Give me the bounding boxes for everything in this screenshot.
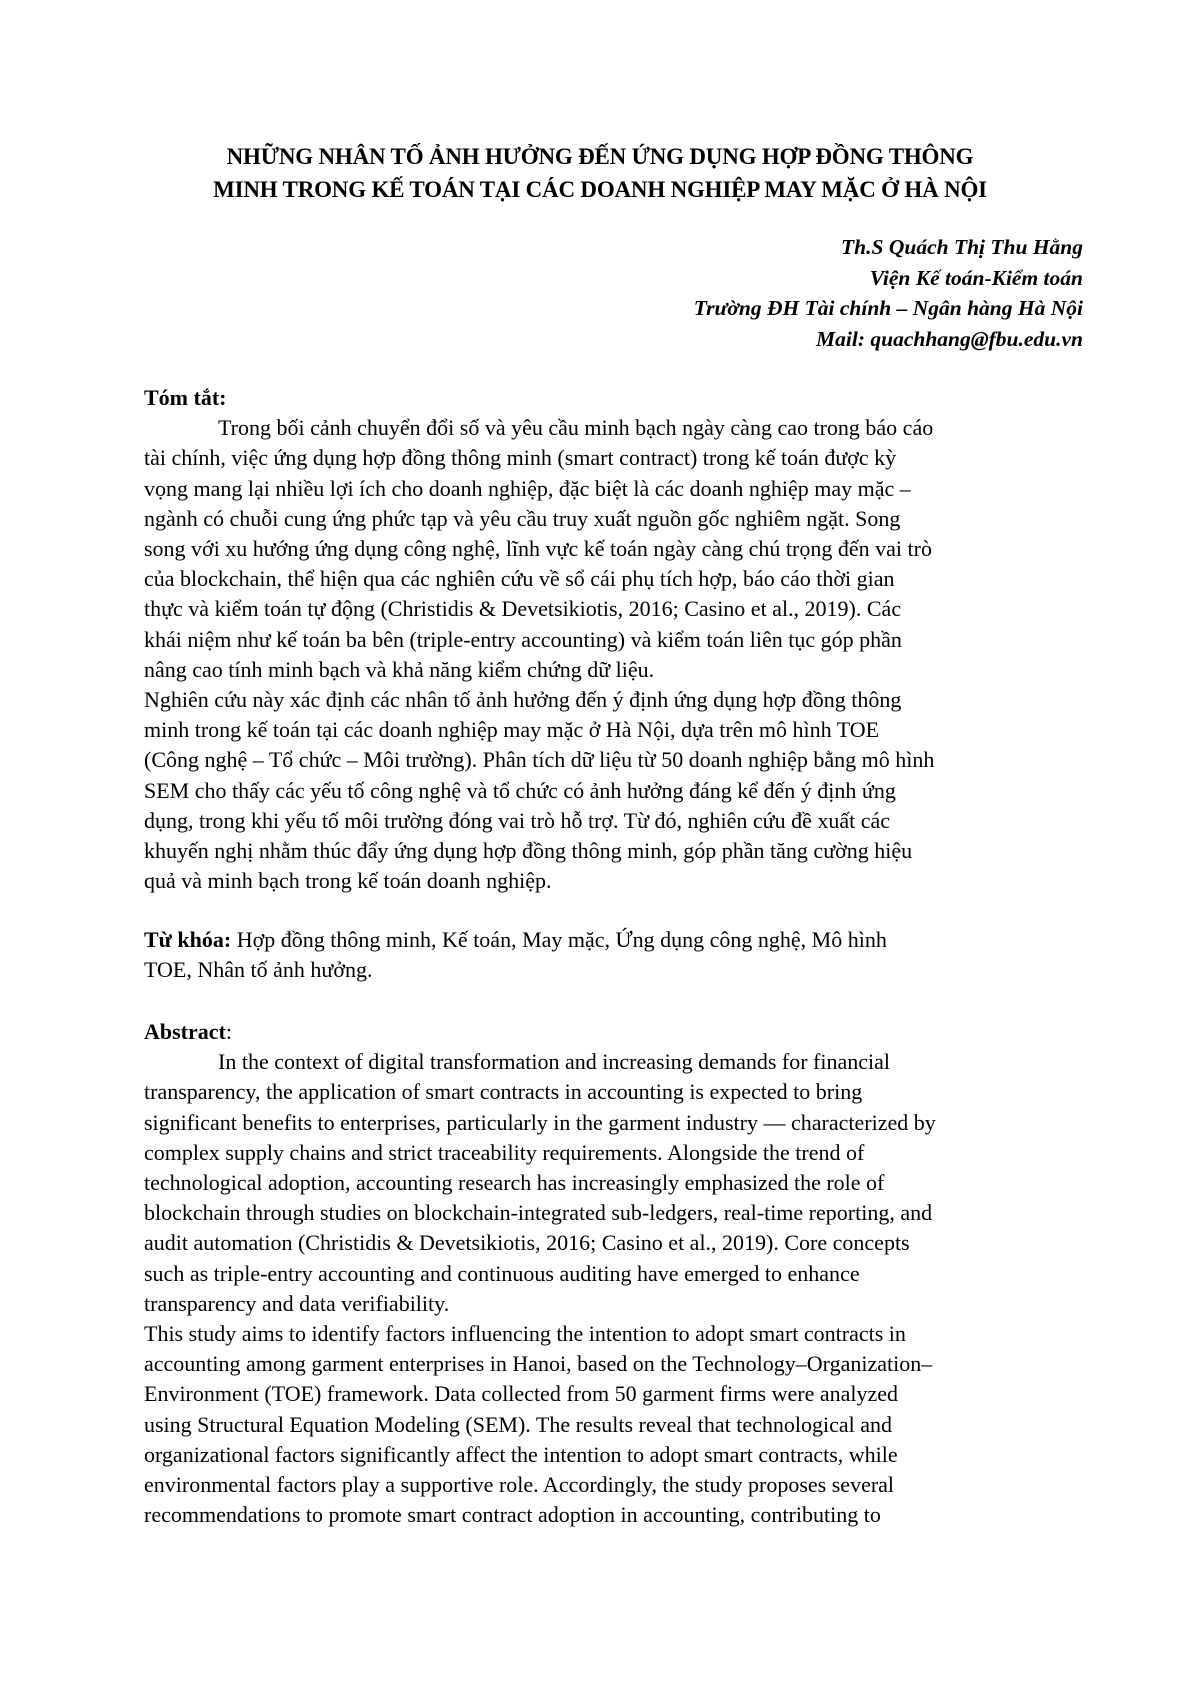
- paragraph-line: khái niệm như kế toán ba bên (triple-entry accounting) và kiểm toán liên tục góp phần: [144, 626, 902, 652]
- title-line: NHỮNG NHÂN TỐ ẢNH HƯỞNG ĐẾN ỨNG DỤNG HỢP ĐỒNG THÔNG: [226, 144, 974, 169]
- abstract-paragraph-2: [144, 1319, 1084, 1530]
- author-university: Trường ĐH Tài chính – Ngân hàng Hà Nội: [693, 296, 1083, 320]
- paragraph-line: tài chính, việc ứng dụng hợp đồng thông minh (smart contract) trong kế toán được kỳ: [144, 445, 897, 471]
- paragraph-line: song với xu hướng ứng dụng công nghệ, lĩnh vực kế toán ngày càng chú trọng đến vai trò: [144, 536, 932, 562]
- keywords-line: TOE, Nhân tố ảnh hưởng.: [144, 957, 373, 983]
- abstract-heading-line: [144, 1017, 1084, 1047]
- abstract-heading-colon: :: [225, 1019, 232, 1044]
- summary-paragraph-1: [144, 413, 1084, 685]
- title-line: MINH TRONG KẾ TOÁN TẠI CÁC DOANH NGHIỆP MAY MẶC Ở HÀ NỘI: [213, 177, 987, 202]
- paragraph-line: khuyến nghị nhằm thúc đẩy ứng dụng hợp đồng thông minh, góp phần tăng cường hiệu: [144, 838, 913, 864]
- author-info: [694, 232, 1083, 354]
- paragraph-line: blockchain through studies on blockchain-integrated sub-ledgers, real-time reporting, and: [144, 1200, 933, 1226]
- abstract-paragraph-1: [144, 1047, 1084, 1319]
- paragraph-line: recommendations to promote smart contract adoption in accounting, contributing to: [144, 1502, 881, 1528]
- abstract-en: [144, 1017, 1084, 1530]
- paragraph-line: accounting among garment enterprises in Hanoi, based on the Technology–Organization–: [144, 1351, 933, 1377]
- paragraph-line: Nghiên cứu này xác định các nhân tố ảnh hưởng đến ý định ứng dụng hợp đồng thông: [144, 687, 902, 713]
- paragraph-line: such as triple-entry accounting and continuous auditing have emerged to enhance: [144, 1260, 860, 1286]
- paragraph-line: vọng mang lại nhiều lợi ích cho doanh nghiệp, đặc biệt là các doanh nghiệp may mặc –: [144, 475, 911, 501]
- paragraph-line: complex supply chains and strict traceability requirements. Alongside the trend of: [144, 1139, 865, 1165]
- keywords-line: [144, 925, 1084, 955]
- paper-title: [120, 140, 1080, 206]
- summary-heading: Tóm tắt:: [144, 385, 227, 410]
- paragraph-line: thực và kiểm toán tự động (Christidis & Devetsikiotis, 2016; Casino et al., 2019). Các: [144, 596, 902, 622]
- paragraph-line: using Structural Equation Modeling (SEM). The results reveal that technological and: [144, 1411, 893, 1437]
- summary-paragraph-2: [144, 685, 1084, 896]
- paragraph-line: SEM cho thấy các yếu tố công nghệ và tổ chức có ảnh hưởng đáng kể đến ý định ứng: [144, 777, 896, 803]
- paragraph-line: technological adoption, accounting research has increasingly emphasized the role of: [144, 1170, 885, 1196]
- paragraph-line: In the context of digital transformation and increasing demands for financial: [218, 1049, 890, 1075]
- keywords-vi: [144, 925, 1084, 985]
- paragraph-line: của blockchain, thể hiện qua các nghiên cứu về sổ cái phụ tích hợp, báo cáo thời gian: [144, 566, 895, 592]
- paragraph-line: ngành có chuỗi cung ứng phức tạp và yêu cầu truy xuất nguồn gốc nghiêm ngặt. Song: [144, 505, 901, 531]
- author-email: Mail: quachhang@fbu.edu.vn: [816, 326, 1083, 351]
- paragraph-line: dụng, trong khi yếu tố môi trường đóng vai trò hỗ trợ. Từ đó, nghiên cứu đề xuất các: [144, 807, 891, 833]
- abstract-heading: Abstract: [144, 1019, 226, 1044]
- paragraph-line: nâng cao tính minh bạch và khả năng kiểm chứng dữ liệu.: [144, 656, 655, 682]
- paragraph-line: This study aims to identify factors influencing the intention to adopt smart contracts in: [144, 1321, 906, 1347]
- author-institute: Viện Kế toán-Kiểm toán: [869, 265, 1083, 290]
- paragraph-line: organizational factors significantly affect the intention to adopt smart contracts, while: [144, 1441, 898, 1467]
- paragraph-line: Environment (TOE) framework. Data collected from 50 garment firms were analyzed: [144, 1381, 899, 1407]
- keywords-label: Từ khóa:: [144, 927, 232, 952]
- paragraph-line: audit automation (Christidis & Devetsikiotis, 2016; Casino et al., 2019). Core concepts: [144, 1230, 910, 1256]
- keywords-text: Hợp đồng thông minh, Kế toán, May mặc, Ứng dụng công nghệ, Mô hình: [231, 927, 887, 952]
- paragraph-line: minh trong kế toán tại các doanh nghiệp may mặc ở Hà Nội, dựa trên mô hình TOE: [144, 717, 880, 743]
- paragraph-line: quả và minh bạch trong kế toán doanh nghiệp.: [144, 868, 552, 894]
- paragraph-line: significant benefits to enterprises, particularly in the garment industry — characterized by: [144, 1109, 936, 1135]
- summary-vi: [144, 383, 1084, 896]
- paragraph-line: (Công nghệ – Tổ chức – Môi trường). Phân tích dữ liệu từ 50 doanh nghiệp bằng mô hình: [144, 747, 935, 773]
- paragraph-line: environmental factors play a supportive role. Accordingly, the study proposes several: [144, 1472, 895, 1498]
- author-name: Th.S Quách Thị Thu Hằng: [841, 235, 1083, 259]
- paragraph-line: Trong bối cảnh chuyển đổi số và yêu cầu minh bạch ngày càng cao trong báo cáo: [218, 415, 934, 441]
- paragraph-line: transparency and data verifiability.: [144, 1290, 450, 1316]
- paragraph-line: transparency, the application of smart contracts in accounting is expected to bring: [144, 1079, 863, 1105]
